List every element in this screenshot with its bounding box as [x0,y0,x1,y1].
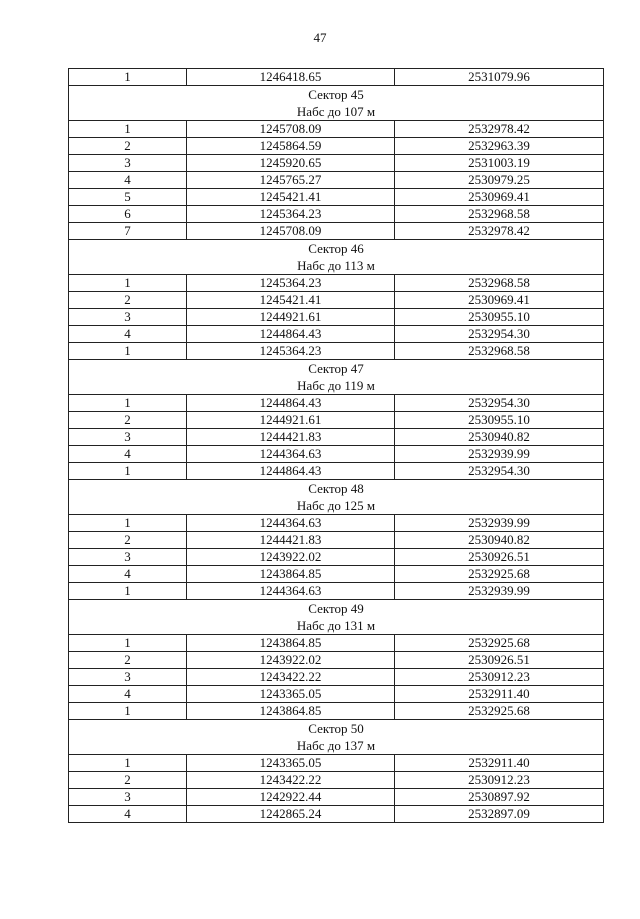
x-coordinate-cell: 1244921.61 [187,309,395,326]
sector-height-limit: Набс до 137 м [296,738,376,753]
y-coordinate-cell: 2530912.23 [395,772,604,789]
y-coordinate-cell: 2530912.23 [395,669,604,686]
table-row [69,429,604,446]
table-row [69,223,604,240]
table-row [69,549,604,566]
sector-title: Сектор 49 [308,601,364,616]
sector-height-limit: Набс до 113 м [297,258,375,273]
x-coordinate-cell: 1243365.05 [187,686,395,703]
y-coordinate-cell: 2532939.99 [395,515,604,532]
sector-title: Сектор 47 [308,361,364,376]
table-row [69,806,604,823]
table-row [69,326,604,343]
point-number-cell: 2 [69,412,187,429]
point-number-cell: 1 [69,755,187,772]
sector-title: Сектор 46 [308,241,364,256]
x-coordinate-cell: 1244921.61 [187,412,395,429]
y-coordinate-cell: 2532911.40 [395,755,604,772]
table-row [69,755,604,772]
x-coordinate-cell: 1242922.44 [187,789,395,806]
x-coordinate-cell: 1244421.83 [187,532,395,549]
point-number-cell: 7 [69,223,187,240]
table-row [69,292,604,309]
point-number-cell: 1 [69,703,187,720]
table-row [69,532,604,549]
point-number-cell: 4 [69,172,187,189]
table-row [69,69,604,86]
x-coordinate-cell: 1243922.02 [187,652,395,669]
sector-height-limit: Набс до 131 м [296,618,376,633]
y-coordinate-cell: 2532911.40 [395,686,604,703]
y-coordinate-cell: 2530955.10 [395,412,604,429]
sector-header-cell [69,480,604,515]
point-number-cell: 4 [69,326,187,343]
table-row [69,395,604,412]
table-row [69,583,604,600]
point-number-cell: 3 [69,309,187,326]
y-coordinate-cell: 2530897.92 [395,789,604,806]
y-coordinate-cell: 2531003.19 [395,155,604,172]
point-number-cell: 1 [69,69,187,86]
table-row [69,206,604,223]
y-coordinate-cell: 2532925.68 [395,703,604,720]
y-coordinate-cell: 2530926.51 [395,549,604,566]
point-number-cell: 5 [69,189,187,206]
table-row [69,343,604,360]
sector-height-limit: Набс до 107 м [296,104,376,119]
y-coordinate-cell: 2532897.09 [395,806,604,823]
coordinates-table [68,68,604,823]
y-coordinate-cell: 2530969.41 [395,189,604,206]
x-coordinate-cell: 1243422.22 [187,669,395,686]
sector-header-cell [69,720,604,755]
y-coordinate-cell: 2531079.96 [395,69,604,86]
point-number-cell: 1 [69,463,187,480]
y-coordinate-cell: 2530969.41 [395,292,604,309]
x-coordinate-cell: 1244864.43 [187,395,395,412]
point-number-cell: 1 [69,275,187,292]
table-row [69,652,604,669]
point-number-cell: 3 [69,155,187,172]
point-number-cell: 4 [69,806,187,823]
point-number-cell: 2 [69,772,187,789]
sector-header-row [69,720,604,755]
x-coordinate-cell: 1245765.27 [187,172,395,189]
table-row [69,121,604,138]
table-row [69,686,604,703]
table-row [69,772,604,789]
y-coordinate-cell: 2532954.30 [395,326,604,343]
table-row [69,463,604,480]
point-number-cell: 3 [69,789,187,806]
point-number-cell: 1 [69,395,187,412]
y-coordinate-cell: 2532939.99 [395,446,604,463]
table-row [69,189,604,206]
sector-header-row [69,240,604,275]
x-coordinate-cell: 1243864.85 [187,566,395,583]
sector-header-row [69,480,604,515]
table-row [69,172,604,189]
table-row [69,669,604,686]
y-coordinate-cell: 2530940.82 [395,429,604,446]
point-number-cell: 6 [69,206,187,223]
x-coordinate-cell: 1245864.59 [187,138,395,155]
point-number-cell: 3 [69,549,187,566]
x-coordinate-cell: 1243422.22 [187,772,395,789]
y-coordinate-cell: 2532978.42 [395,223,604,240]
table-row [69,309,604,326]
y-coordinate-cell: 2532954.30 [395,395,604,412]
y-coordinate-cell: 2532968.58 [395,343,604,360]
y-coordinate-cell: 2530926.51 [395,652,604,669]
sector-title: Сектор 48 [308,481,364,496]
sector-height-limit: Набс до 125 м [296,498,376,513]
y-coordinate-cell: 2530955.10 [395,309,604,326]
table-row [69,789,604,806]
table-row [69,515,604,532]
sector-header-row [69,600,604,635]
point-number-cell: 4 [69,566,187,583]
point-number-cell: 3 [69,669,187,686]
coordinates-table-body [69,69,604,823]
x-coordinate-cell: 1245364.23 [187,275,395,292]
sector-header-cell [69,240,604,275]
y-coordinate-cell: 2532968.58 [395,275,604,292]
sector-header-cell [69,86,604,121]
table-row [69,138,604,155]
x-coordinate-cell: 1245708.09 [187,223,395,240]
y-coordinate-cell: 2532963.39 [395,138,604,155]
y-coordinate-cell: 2532968.58 [395,206,604,223]
table-row [69,635,604,652]
y-coordinate-cell: 2530979.25 [395,172,604,189]
table-row [69,566,604,583]
y-coordinate-cell: 2532925.68 [395,566,604,583]
x-coordinate-cell: 1243864.85 [187,635,395,652]
table-row [69,155,604,172]
table-row [69,275,604,292]
x-coordinate-cell: 1244364.63 [187,515,395,532]
x-coordinate-cell: 1244364.63 [187,583,395,600]
x-coordinate-cell: 1244864.43 [187,463,395,480]
x-coordinate-cell: 1243365.05 [187,755,395,772]
x-coordinate-cell: 1242865.24 [187,806,395,823]
x-coordinate-cell: 1245364.23 [187,343,395,360]
table-row [69,446,604,463]
x-coordinate-cell: 1245421.41 [187,189,395,206]
x-coordinate-cell: 1246418.65 [187,69,395,86]
sector-header-cell [69,600,604,635]
sector-title: Сектор 45 [308,87,364,102]
table-row [69,703,604,720]
x-coordinate-cell: 1244421.83 [187,429,395,446]
point-number-cell: 1 [69,121,187,138]
point-number-cell: 1 [69,343,187,360]
y-coordinate-cell: 2532954.30 [395,463,604,480]
sector-header-row [69,360,604,395]
sector-header-row [69,86,604,121]
point-number-cell: 2 [69,532,187,549]
point-number-cell: 4 [69,686,187,703]
y-coordinate-cell: 2532978.42 [395,121,604,138]
page-number: 47 [313,30,327,45]
point-number-cell: 1 [69,515,187,532]
x-coordinate-cell: 1245920.65 [187,155,395,172]
point-number-cell: 1 [69,583,187,600]
x-coordinate-cell: 1245421.41 [187,292,395,309]
table-row [69,412,604,429]
x-coordinate-cell: 1245364.23 [187,206,395,223]
sector-height-limit: Набс до 119 м [297,378,375,393]
point-number-cell: 2 [69,292,187,309]
x-coordinate-cell: 1244364.63 [187,446,395,463]
sector-header-cell [69,360,604,395]
point-number-cell: 3 [69,429,187,446]
y-coordinate-cell: 2530940.82 [395,532,604,549]
x-coordinate-cell: 1243922.02 [187,549,395,566]
point-number-cell: 1 [69,635,187,652]
point-number-cell: 2 [69,652,187,669]
sector-title: Сектор 50 [308,721,364,736]
point-number-cell: 2 [69,138,187,155]
point-number-cell: 4 [69,446,187,463]
x-coordinate-cell: 1245708.09 [187,121,395,138]
x-coordinate-cell: 1243864.85 [187,703,395,720]
y-coordinate-cell: 2532939.99 [395,583,604,600]
x-coordinate-cell: 1244864.43 [187,326,395,343]
y-coordinate-cell: 2532925.68 [395,635,604,652]
